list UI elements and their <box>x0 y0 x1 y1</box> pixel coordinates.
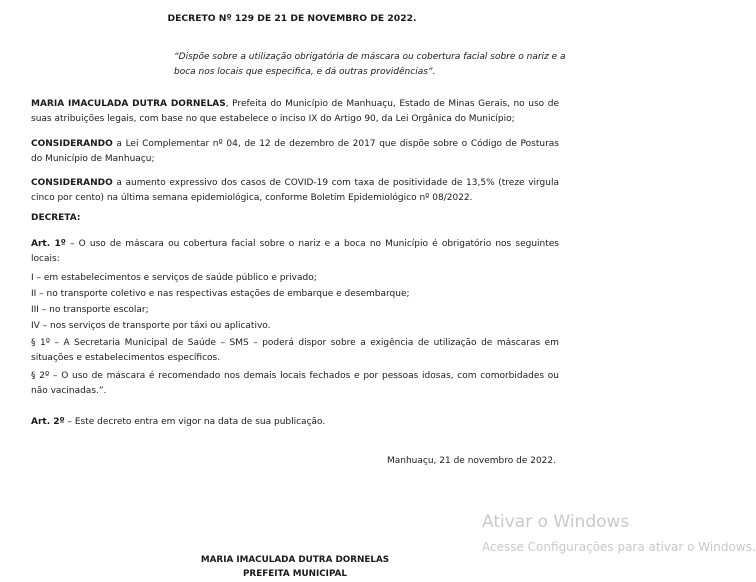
preamble-name: MARIA IMACULADA DUTRA DORNELAS <box>31 99 226 109</box>
considerando-2-text: a aumento expressivo dos casos de COVID-19 com taxa de positividade de 13,5% (treze virgula cinco por cento) na última semana epidemiológica, conforme Boletim Epidemiológico nº 08/2022. <box>31 178 559 203</box>
considerando-2 <box>31 176 559 206</box>
article-2-label: Art. 2º <box>31 417 65 427</box>
article-1-label: Art. 1º <box>31 239 66 249</box>
considerando-1-text: a Lei Complementar nº 04, de 12 de dezembro de 2017 que dispõe sobre o Código de Posturas do Município de Manhuaçu; <box>31 139 559 164</box>
considerando-2-label: CONSIDERANDO <box>31 178 113 188</box>
inciso-iv: IV – nos serviços de transporte por táxi ou aplicativo. <box>31 321 271 331</box>
inciso-ii: II – no transporte coletivo e nas respectivas estações de embarque e desembarque; <box>31 289 410 299</box>
decree-title: DECRETO Nº 129 DE 21 DE NOVEMBRO DE 2022. <box>167 13 417 24</box>
article-2-text: – Este decreto entra em vigor na data de sua publicação. <box>64 417 326 427</box>
article-1-text: – O uso de máscara ou cobertura facial sobre o nariz e a boca no Município é obrigatório nos seguintes locais: <box>31 239 559 264</box>
inciso-iii: III – no transporte escolar; <box>31 305 149 315</box>
windows-activation-watermark-subtitle: Acesse Configurações para ativar o Windows. <box>482 540 756 554</box>
signature-role: PREFEITA MUNICIPAL <box>242 569 348 579</box>
article-2 <box>31 415 559 430</box>
preamble <box>31 97 559 127</box>
paragraph-1: § 1º – A Secretaria Municipal de Saúde – SMS – poderá dispor sobre a exigência de utilização de máscaras em situações e estabelecimentos específicos. <box>31 338 559 363</box>
decree-ementa: “Dispõe sobre a utilização obrigatória de máscara ou cobertura facial sobre o nariz e a boca nos locais que especifica, e dá outras providências”. <box>174 52 566 77</box>
place-date: Manhuaçu, 21 de novembro de 2022. <box>386 456 556 466</box>
considerando-1-label: CONSIDERANDO <box>31 139 113 149</box>
signature-name: MARIA IMACULADA DUTRA DORNELAS <box>200 555 390 565</box>
article-1 <box>31 237 559 267</box>
paragraph-2: § 2º – O uso de máscara é recomendado nos demais locais fechados e por pessoas idosas, com comorbidades ou não vacinadas.”. <box>31 371 559 396</box>
considerando-1 <box>31 137 559 167</box>
decreta-heading: DECRETA: <box>31 213 81 223</box>
preamble-text: , Prefeita do Município de Manhuaçu, Estado de Minas Gerais, no uso de suas atribuições legais, com base no que estabelece o inciso IX do Artigo 90, da Lei Orgânica do Município; <box>31 99 559 124</box>
inciso-i: I – em estabelecimentos e serviços de saúde público e privado; <box>31 273 317 283</box>
windows-activation-watermark-title: Ativar o Windows <box>482 512 630 532</box>
